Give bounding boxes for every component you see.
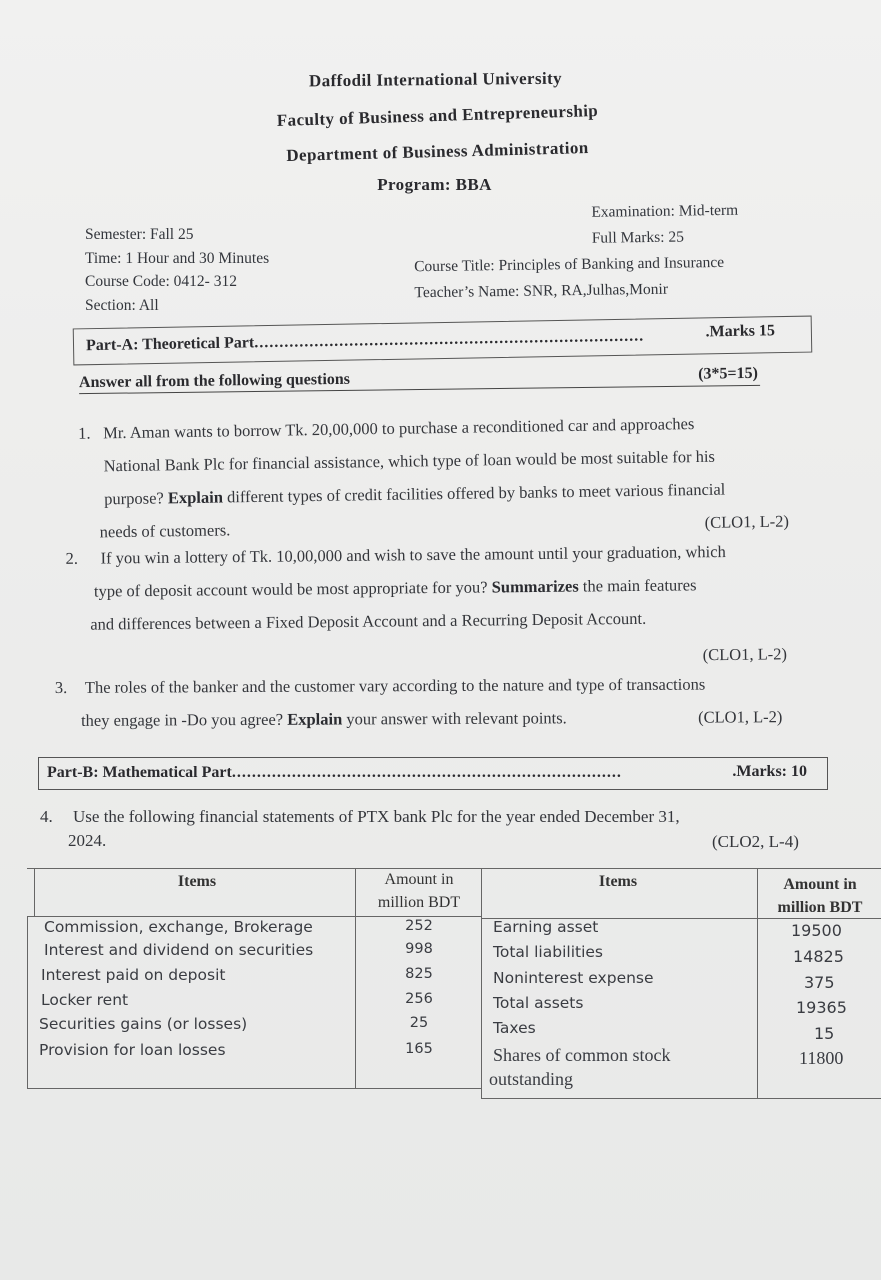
header-amount-line: Amount in: [384, 871, 454, 888]
header-amount: [759, 873, 881, 919]
table-cell-item: Shares of common stock: [493, 1045, 671, 1065]
semester-text: Semester: Fall 25: [85, 226, 194, 243]
question-text: the main features: [582, 575, 697, 596]
table-border: [27, 916, 481, 917]
table-border: [481, 868, 482, 1098]
table-cell-amount: 998: [405, 941, 433, 957]
full-marks-text: Full Marks: 25: [591, 228, 685, 247]
question-line: and differences between a Fixed Deposit Account and a Recurring Deposit Account.: [90, 608, 647, 634]
part-b-title: Part-B: Mathematical Part: [47, 764, 232, 781]
question-number: 1.: [78, 423, 91, 443]
question-keyword: Explain: [287, 709, 343, 729]
table-cell-item: Locker rent: [41, 991, 129, 1009]
table-cell-item: Noninterest expense: [493, 969, 654, 987]
question-1: [78, 412, 810, 555]
question-number: 4.: [40, 807, 53, 826]
financial-statement-table: [27, 868, 881, 1100]
table-cell-item: Taxes: [493, 1019, 536, 1037]
question-text: your answer with relevant points.: [346, 708, 567, 729]
exam-info-right: [413, 202, 739, 311]
header-amount: [357, 868, 481, 914]
part-a-marks: .Marks 15: [705, 322, 776, 341]
teacher-name-text: Teacher’s Name: SNR, RA,Julhas,Monir: [414, 280, 669, 302]
table-cell-amount: 256: [405, 991, 433, 1007]
clo-label: (CLO1, L-2): [702, 644, 788, 665]
question-text: they engage in -Do you agree?: [81, 709, 284, 730]
part-a-header: [73, 316, 813, 366]
table-cell-amount: 25: [409, 1015, 429, 1031]
table-cell-amount: 14825: [793, 947, 844, 966]
table-cell-item: Earning asset: [493, 918, 599, 936]
clo-label: (CLO1, L-2): [697, 707, 783, 727]
program-name: Program: BBA: [377, 175, 492, 194]
part-a-title: Part-A: Theoretical Part: [85, 334, 255, 355]
clo-label: (CLO2, L-4): [712, 832, 799, 851]
question-keyword: Summarizes: [491, 576, 579, 597]
university-name: Daffodil International University: [308, 68, 563, 91]
exam-info-left: [85, 226, 269, 320]
table-cell-amount: 252: [405, 918, 433, 934]
table-cell-amount: 375: [804, 973, 835, 992]
marks-formula: (3*5=15): [698, 364, 759, 383]
table-cell-amount: 19500: [791, 921, 842, 940]
time-text: Time: 1 Hour and 30 Minutes: [85, 249, 270, 267]
table-cell-item: Interest and dividend on securities: [44, 941, 314, 959]
table-border: [34, 868, 35, 916]
table-border: [481, 1098, 881, 1099]
part-b-dots: ..............................................................................: [231, 764, 622, 781]
instruction-text: Answer all from the following questions: [78, 370, 351, 392]
header-amount-line: million BDT: [377, 894, 461, 911]
header-amount-line: Amount in: [783, 876, 857, 893]
course-code-text: Course Code: 0412- 312: [85, 273, 237, 290]
question-line: needs of customers.: [99, 520, 231, 542]
question-3: [55, 674, 815, 744]
department-name: Department of Business Administration: [286, 138, 589, 165]
table-border: [27, 916, 28, 1088]
question-line: Mr. Aman wants to borrow Tk. 20,00,000 to purchase a reconditioned car and approaches: [103, 414, 695, 443]
table-cell-item: Total liabilities: [493, 943, 603, 961]
question-keyword: Explain: [167, 487, 224, 508]
table-cell-item: Provision for loan losses: [39, 1041, 226, 1059]
table-cell-amount: 15: [814, 1024, 835, 1043]
question-line: If you win a lottery of Tk. 10,00,000 and wish to save the amount until your graduation, which: [100, 541, 726, 568]
header-items: Items: [177, 873, 217, 890]
table-border: [27, 1088, 481, 1089]
question-text: different types of credit facilities offered by banks to meet various financial: [226, 479, 726, 507]
table-border: [355, 868, 356, 1088]
question-line: The roles of the banker and the customer vary according to the nature and type of transactions: [84, 674, 706, 697]
question-line: 2024.: [68, 831, 107, 850]
header-amount-line: million BDT: [777, 899, 863, 916]
header-items: Items: [598, 873, 638, 890]
table-cell-amount: 165: [405, 1041, 433, 1057]
part-b-marks: .Marks: 10: [732, 763, 807, 780]
examination-text: Examination: Mid-term: [591, 201, 739, 221]
question-line: National Bank Plc for financial assistance, which type of loan would be most suitable for his: [103, 446, 716, 476]
question-4: [40, 807, 799, 855]
table-cell-item: Securities gains (or losses): [39, 1015, 248, 1033]
table-cell-amount: 19365: [796, 998, 847, 1017]
part-b-header: [38, 757, 828, 790]
table-cell-amount: 825: [405, 966, 433, 982]
course-title-text: Course Title: Principles of Banking and Insurance: [414, 253, 725, 276]
part-a-instruction: [79, 366, 760, 394]
part-a-dots: ..............................................................................: [254, 327, 645, 352]
question-text: purpose?: [104, 488, 164, 509]
clo-label: (CLO1, L-2): [704, 511, 790, 532]
table-border: [757, 868, 758, 1098]
faculty-name: Faculty of Business and Entrepreneurship: [276, 100, 599, 131]
question-2: [65, 541, 812, 665]
table-cell-item: Interest paid on deposit: [41, 966, 226, 984]
section-text: Section: All: [85, 296, 159, 314]
table-cell-item: Commission, exchange, Brokerage: [44, 918, 313, 936]
question-number: 2.: [65, 548, 79, 568]
table-cell-item: Total assets: [493, 994, 584, 1012]
question-line: Use the following financial statements of PTX bank Plc for the year ended December 31,: [73, 807, 680, 826]
table-cell-item: outstanding: [489, 1069, 573, 1089]
table-cell-amount: 11800: [799, 1048, 844, 1068]
question-text: type of deposit account would be most appropriate for you?: [93, 577, 488, 601]
question-number: 3.: [54, 677, 68, 697]
